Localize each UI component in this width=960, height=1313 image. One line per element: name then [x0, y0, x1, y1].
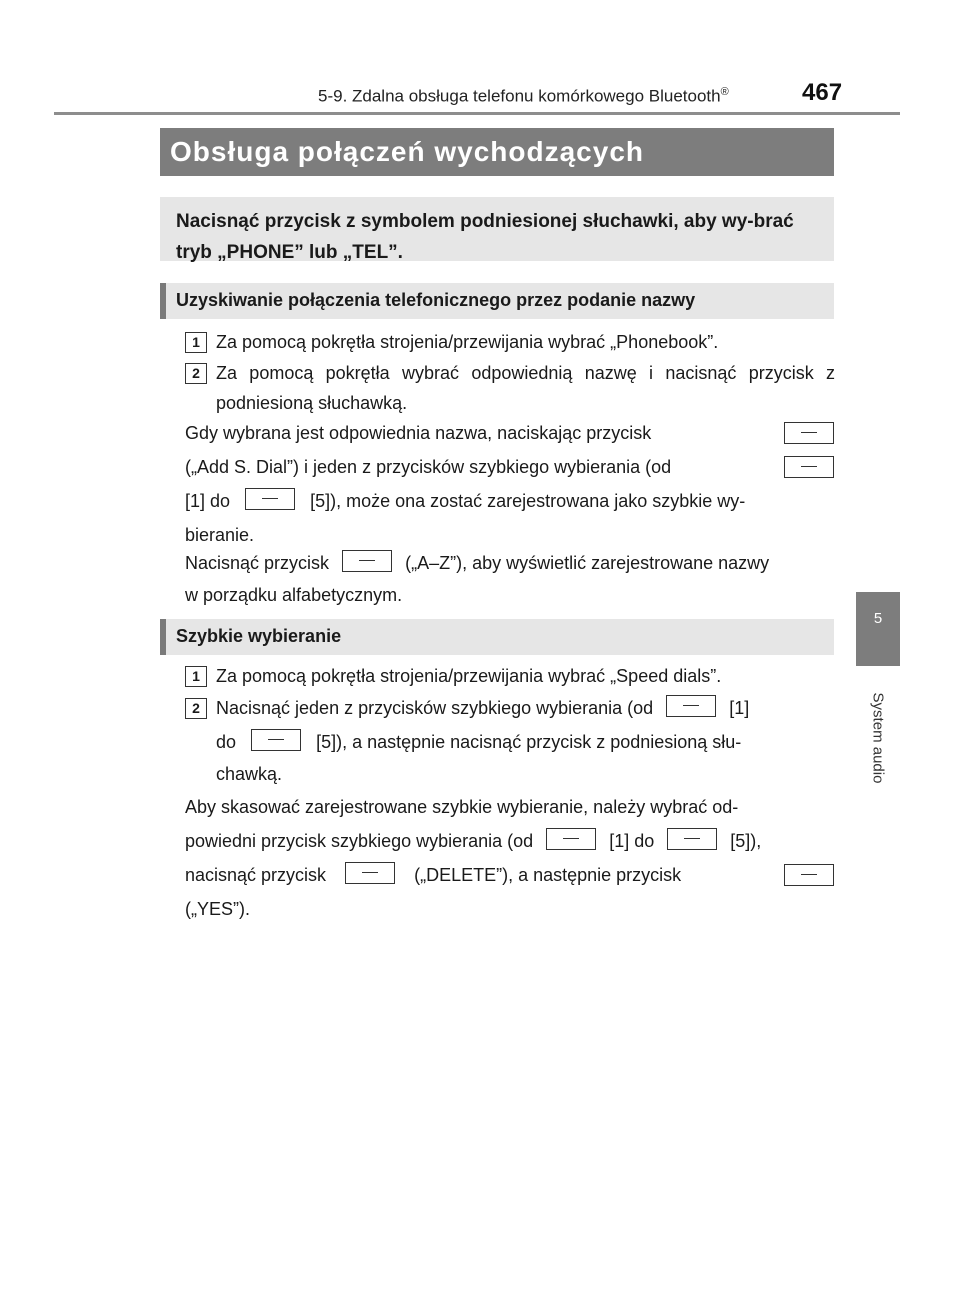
step-text: Nacisnąć jeden z przycisków szybkiego wybierania (od [1] — [216, 693, 835, 723]
page-header — [0, 0, 960, 120]
section-title-bar — [160, 128, 834, 176]
step-text: Za pomocą pokrętła wybrać odpowiednią nazwę i nacisnąć przycisk z podniesioną słuchawką. — [216, 363, 835, 413]
registered-mark: ® — [720, 86, 729, 98]
step-text: Za pomocą pokrętła strojenia/przewijania wybrać „Speed dials”. — [216, 666, 722, 686]
note-line: Nacisnąć przycisk („A–Z”), aby wyświetlić zarejestrowane nazwy — [185, 548, 834, 578]
step-text: chawką. — [216, 764, 283, 784]
step-number: 2 — [185, 698, 207, 719]
step-number: 1 — [185, 332, 207, 353]
step-item — [185, 327, 835, 357]
section-heading-name-call — [160, 283, 834, 319]
speed-dial-5-button-icon — [251, 729, 301, 751]
step-number: 1 — [185, 666, 207, 687]
note-line: bieranie. — [185, 525, 255, 545]
section-heading-speed-dial — [160, 619, 834, 655]
intro-box — [160, 197, 834, 261]
speed-dial-1-button-icon — [546, 828, 596, 850]
page-title: Obsługa połączeń wychodzących — [170, 136, 645, 167]
speed-dial-button-icon — [666, 695, 716, 717]
note-line: („Add S. Dial”) i jeden z przycisków szybkiego wybierania (od — [185, 452, 834, 482]
speed-dial-button-icon — [784, 456, 834, 478]
step-item — [185, 358, 835, 418]
step-item — [185, 661, 835, 691]
section-heading-text: Szybkie wybieranie — [176, 626, 342, 646]
a-z-button-icon — [342, 550, 392, 572]
section-heading-text: Uzyskiwanie połączenia telefonicznego przez podanie nazwy — [176, 290, 696, 310]
speed-dial-5-button-icon — [667, 828, 717, 850]
step-text: do [5]), a następnie nacisnąć przycisk z podniesioną słu- — [216, 727, 835, 757]
step-text: Za pomocą pokrętła strojenia/przewijania wybrać „Phonebook”. — [216, 332, 719, 352]
note-line: Aby skasować zarejestrowane szybkie wybieranie, należy wybrać od- — [185, 797, 739, 817]
chapter-number: 5 — [873, 610, 883, 627]
note-line: powiedni przycisk szybkiego wybierania (od [1] do [5]), — [185, 826, 834, 856]
delete-button-icon — [345, 862, 395, 884]
page-number: 467 — [802, 79, 843, 106]
add-speed-dial-button-icon — [784, 422, 834, 444]
note-line: [1] do [5]), może ona zostać zarejestrowana jako szybkie wy- — [185, 486, 834, 516]
note-line: w porządku alfabetycznym. — [185, 585, 403, 605]
speed-dial-1-button-icon — [245, 488, 295, 510]
chapter-tab[interactable] — [856, 592, 900, 666]
header-divider — [54, 112, 900, 115]
note-line: („YES”). — [185, 899, 250, 919]
note-line: Gdy wybrana jest odpowiednia nazwa, naciskając przycisk — [185, 418, 834, 448]
step-item — [185, 693, 835, 793]
step-number: 2 — [185, 363, 207, 384]
intro-text: Nacisnąć przycisk z symbolem podniesionej słuchawki, aby wy-brać tryb „PHONE” lub „TEL”. — [176, 211, 794, 263]
yes-button-icon — [784, 864, 834, 886]
note-line: nacisnąć przycisk („DELETE”), a następnie przycisk — [185, 860, 834, 890]
chapter-label: System audio — [869, 692, 887, 784]
header-subtitle: 5-9. Zdalna obsługa telefonu komórkowego Bluetooth® — [318, 86, 729, 106]
